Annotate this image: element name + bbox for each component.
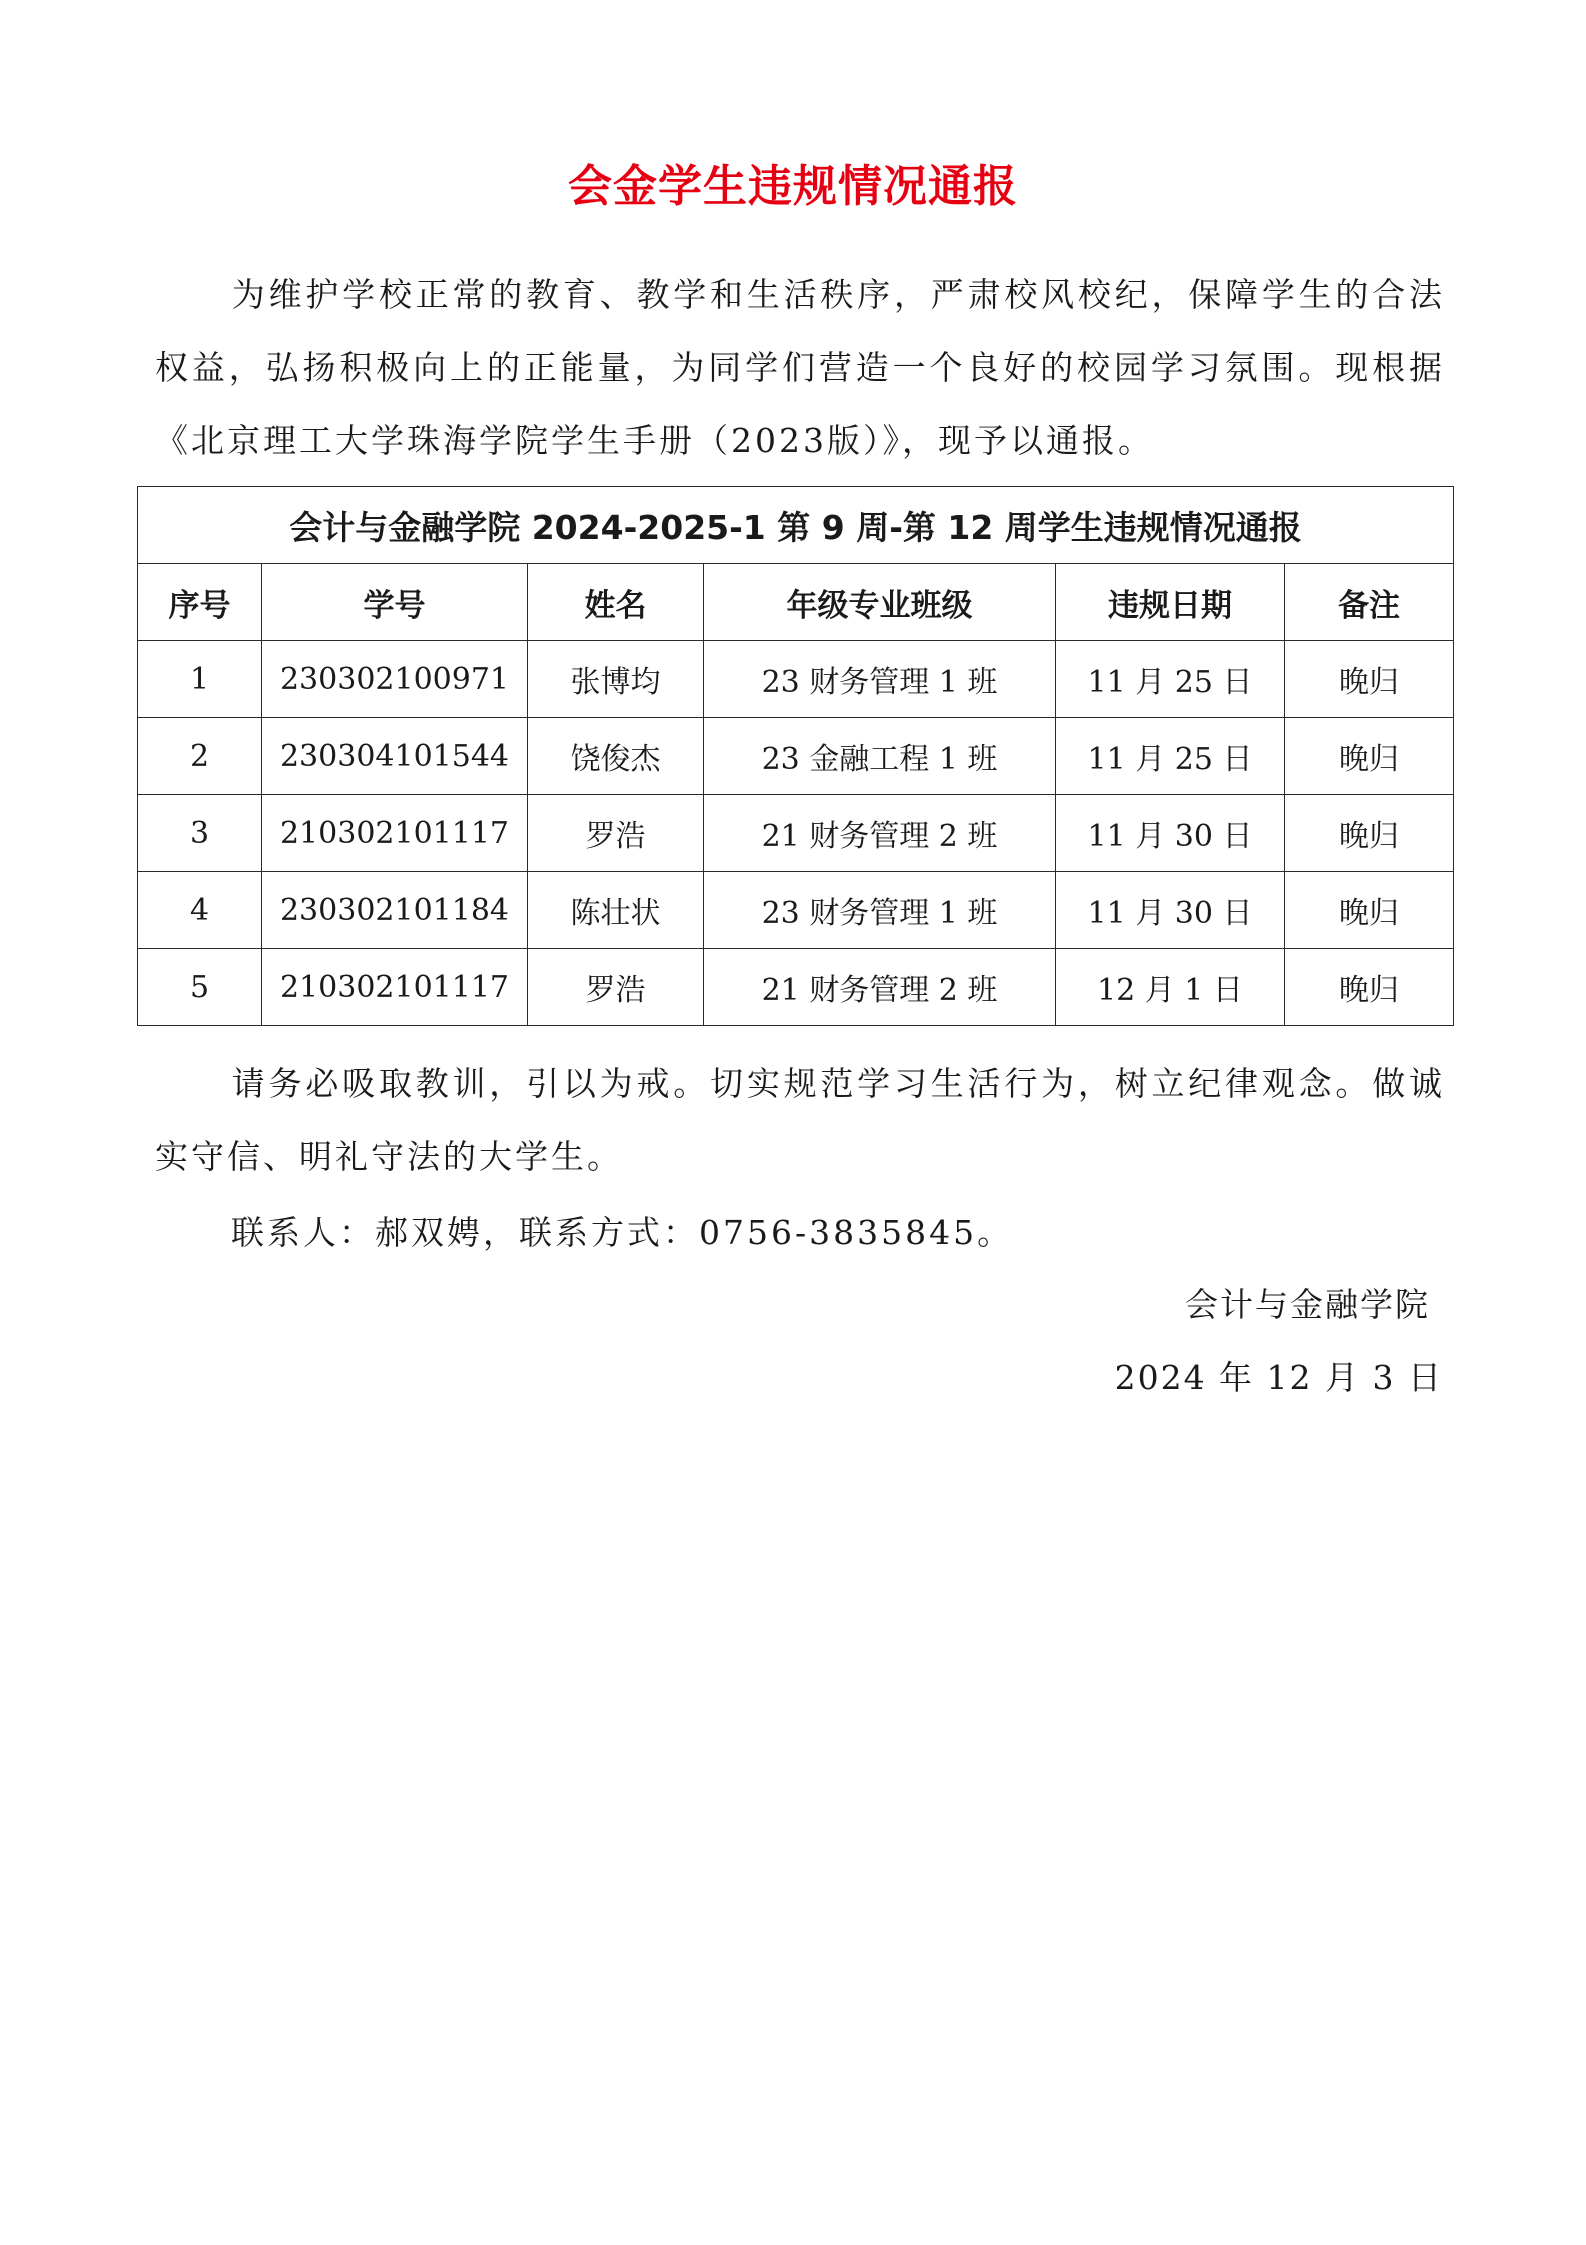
cell-date: 11 月 25 日 <box>1056 718 1285 795</box>
header-student-id: 学号 <box>262 564 528 641</box>
table-caption: 会计与金融学院 2024-2025-1 第 9 周-第 12 周学生违规情况通报 <box>138 487 1454 564</box>
cell-name: 罗浩 <box>528 795 704 872</box>
cell-student-id: 230302100971 <box>262 641 528 718</box>
cell-student-id: 210302101117 <box>262 949 528 1026</box>
table-row <box>138 872 1454 949</box>
contact-line: 联系人：郝双娉，联系方式：0756-3835845。 <box>231 1213 1014 1252</box>
cell-note: 晚归 <box>1285 718 1454 795</box>
cell-class: 23 财务管理 1 班 <box>704 872 1056 949</box>
signature-org: 会计与金融学院 <box>1185 1285 1430 1324</box>
header-date: 违规日期 <box>1056 564 1285 641</box>
cell-student-id: 210302101117 <box>262 795 528 872</box>
cell-date: 12 月 1 日 <box>1056 949 1285 1026</box>
cell-seq: 1 <box>138 641 262 718</box>
cell-note: 晚归 <box>1285 641 1454 718</box>
cell-note: 晚归 <box>1285 795 1454 872</box>
header-name: 姓名 <box>528 564 704 641</box>
violation-table <box>137 486 1454 1026</box>
cell-name: 饶俊杰 <box>528 718 704 795</box>
cell-class: 23 财务管理 1 班 <box>704 641 1056 718</box>
cell-class: 21 财务管理 2 班 <box>704 949 1056 1026</box>
cell-name: 张博均 <box>528 641 704 718</box>
header-class: 年级专业班级 <box>704 564 1056 641</box>
intro-text: 为维护学校正常的教育、教学和生活秩序，严肃校风校纪，保障学生的合法权益，弘扬积极向上的正能量，为同学们营造一个良好的校园学习氛围。现根据《北京理工大学珠海学院学生手册（2023版）》，现予以通报。 <box>155 275 1445 460</box>
cell-name: 陈壮状 <box>528 872 704 949</box>
cell-note: 晚归 <box>1285 872 1454 949</box>
header-seq: 序号 <box>138 564 262 641</box>
intro-paragraph <box>155 258 1445 477</box>
table-row <box>138 641 1454 718</box>
signature-date: 2024 年 12 月 3 日 <box>1114 1358 1443 1397</box>
cell-seq: 4 <box>138 872 262 949</box>
cell-date: 11 月 30 日 <box>1056 872 1285 949</box>
document-title: 会金学生违规情况通报 <box>568 161 1018 212</box>
table-row <box>138 718 1454 795</box>
header-note: 备注 <box>1285 564 1454 641</box>
closing-paragraph <box>155 1047 1445 1193</box>
cell-date: 11 月 25 日 <box>1056 641 1285 718</box>
cell-name: 罗浩 <box>528 949 704 1026</box>
table-row <box>138 795 1454 872</box>
cell-note: 晚归 <box>1285 949 1454 1026</box>
cell-student-id: 230302101184 <box>262 872 528 949</box>
table-row <box>138 949 1454 1026</box>
cell-student-id: 230304101544 <box>262 718 528 795</box>
table-header-row <box>138 564 1454 641</box>
cell-seq: 2 <box>138 718 262 795</box>
cell-date: 11 月 30 日 <box>1056 795 1285 872</box>
table-caption-row <box>138 487 1454 564</box>
closing-text: 请务必吸取教训，引以为戒。切实规范学习生活行为，树立纪律观念。做诚实守信、明礼守法的大学生。 <box>155 1064 1445 1176</box>
cell-class: 21 财务管理 2 班 <box>704 795 1056 872</box>
cell-class: 23 金融工程 1 班 <box>704 718 1056 795</box>
cell-seq: 5 <box>138 949 262 1026</box>
cell-seq: 3 <box>138 795 262 872</box>
